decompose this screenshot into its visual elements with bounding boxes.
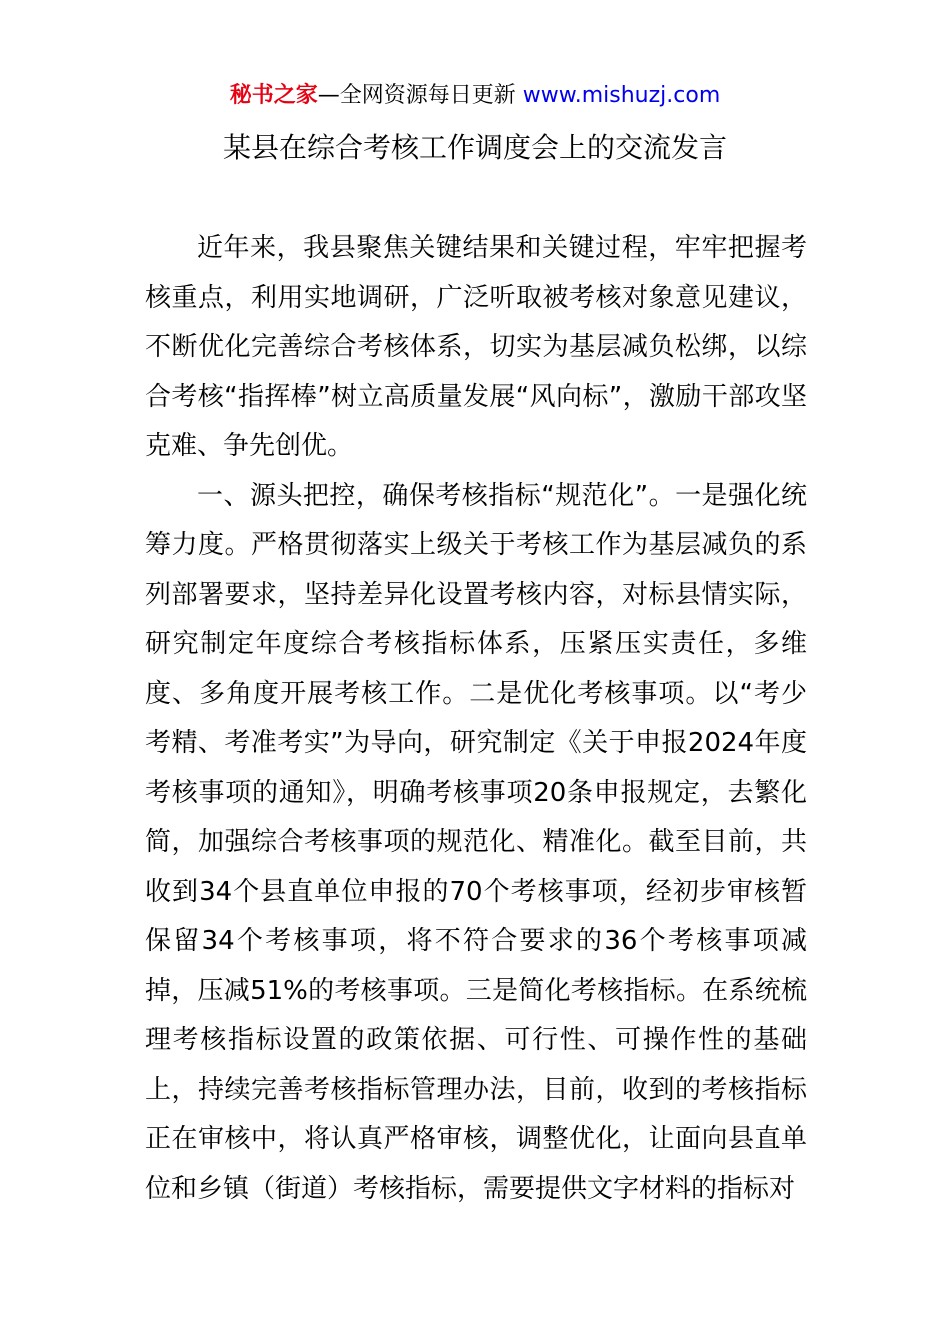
- paragraph-section-1: 一、源头把控，确保考核指标“规范化”。一是强化统筹力度。严格贯彻落实上级关于考核工作为基层减负的系列部署要求，坚持差异化设置考核内容，对标县情实际，研究制定年度综合考核指标体系，压紧压实责任，多维度、多角度开展考核工作。二是优化考核事项。以“考少考精、考准考实”为导向，研究制定《关于申报2024年度考核事项的通知》，明确考核事项20条申报规定，去繁化简，加强综合考核事项的规范化、精准化。截至目前，共收到34个县直单位申报的70个考核事项，经初步审核暂保留34个考核事项，将不符合要求的36个考核事项减掉，压减51%的考核事项。三是简化考核指标。在系统梳理考核指标设置的政策依据、可行性、可操作性的基础上，持续完善考核指标管理办法，目前，收到的考核指标正在审核中，将认真严格审核，调整优化，让面向县直单位和乡镇（街道）考核指标，需要提供文字材料的指标对: [145, 480, 807, 1204]
- header-tagline: —全网资源每日更新: [317, 83, 516, 108]
- document-body: [145, 224, 807, 1214]
- paragraph-intro: 近年来，我县聚焦关键结果和关键过程，牢牢把握考核重点，利用实地调研，广泛听取被考核对象意见建议，不断优化完善综合考核体系，切实为基层减负松绑，以综合考核“指挥棒”树立高质量发展“风向标”，激励干部攻坚克难、争先创优。: [145, 233, 807, 461]
- document-title: 某县在综合考核工作调度会上的交流发言: [222, 131, 727, 164]
- site-link[interactable]: www.mishuzj.com: [522, 83, 721, 108]
- page-header: [0, 78, 950, 114]
- brand-name: 秘书之家: [229, 83, 318, 108]
